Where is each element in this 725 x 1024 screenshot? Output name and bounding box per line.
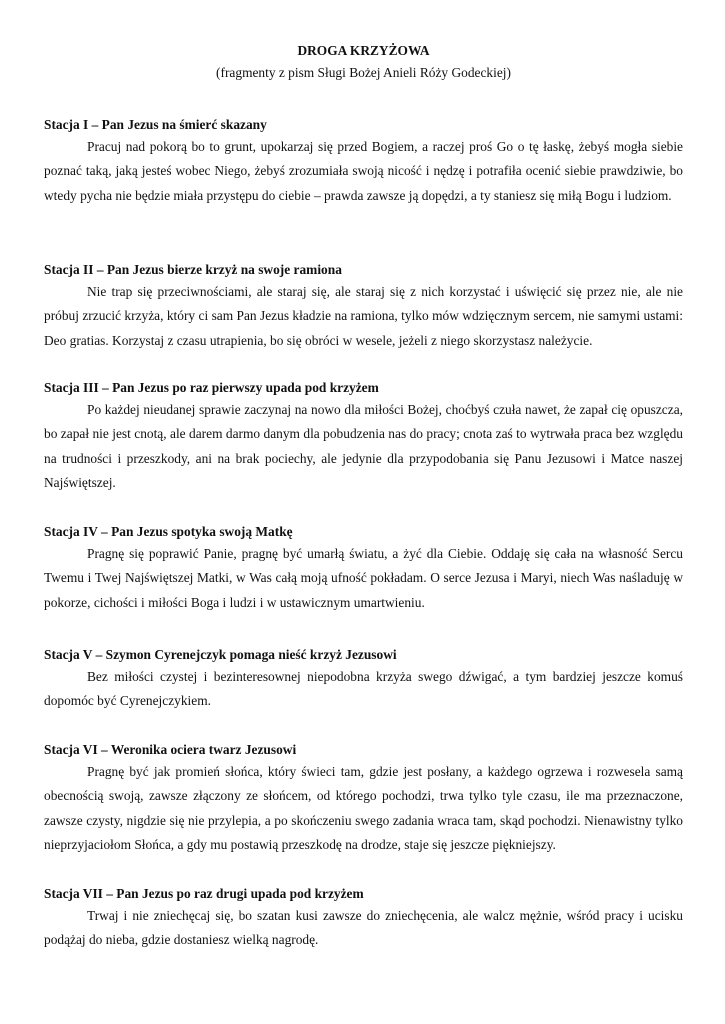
station-6-heading: Stacja VI – Weronika ociera twarz Jezusowi — [44, 742, 297, 757]
document-subtitle: (fragmenty z pism Sługi Bożej Anieli Róży Godeckiej) — [216, 65, 511, 80]
station-1-text: Pracuj nad pokorą bo to grunt, upokarzaj się przed Bogiem, a raczej proś Go o tę łaskę, żebyś mogła siebie poznać taką, jaką jesteś wobec Niego, żebyś zrozumiała swoją nicość i nędzę i potrafiła ocenić siebie prawdziwie, bo wtedy pycha nie będzie miała przystępu do ciebie – prawda zawsze ją dopędzi, a ty staniesz się miłą Bogu i ludziom. — [44, 139, 683, 203]
station-5 — [44, 645, 683, 714]
station-7-text: Trwaj i nie zniechęcaj się, bo szatan kusi zawsze do zniechęcenia, ale walcz mężnie, wśród pracy i ucisku podążaj do nieba, gdzie dostaniesz wielką nagrodę. — [44, 908, 683, 948]
station-3 — [44, 378, 683, 496]
station-4 — [44, 522, 683, 615]
station-7 — [44, 884, 683, 953]
document-title: DROGA KRZYŻOWA — [297, 43, 430, 58]
station-2-heading: Stacja II – Pan Jezus bierze krzyż na swoje ramiona — [44, 262, 342, 277]
station-1 — [44, 115, 683, 208]
station-4-heading: Stacja IV – Pan Jezus spotyka swoją Matkę — [44, 524, 293, 539]
station-2 — [44, 260, 683, 353]
station-5-heading: Stacja V – Szymon Cyrenejczyk pomaga nieść krzyż Jezusowi — [44, 647, 397, 662]
station-4-text: Pragnę się poprawić Panie, pragnę być umarłą światu, a żyć dla Ciebie. Oddaję się cała na własność Sercu Twemu i Twej Najświętszej Matki, w Was całą moją ufność pokładam. O serce Jezusa i Maryi, niech Was naśladuję w pokorze, cichości i miłości Boga i ludzi i w ustawicznym umartwieniu. — [44, 546, 683, 610]
station-2-text: Nie trap się przeciwnościami, ale staraj się, ale staraj się z nich korzystać i uświęcić się przez nie, ale nie próbuj zrzucić krzyża, który ci sam Pan Jezus kładzie na ramiona, tylko mów wdzięcznym sercem, nie samymi ustami: Deo gratias. Korzystaj z czasu utrapienia, bo się obróci w wesele, jeżeli z niego skorzystasz należycie. — [44, 284, 683, 348]
station-3-heading: Stacja III – Pan Jezus po raz pierwszy upada pod krzyżem — [44, 380, 379, 395]
station-7-heading: Stacja VII – Pan Jezus po raz drugi upada pod krzyżem — [44, 886, 364, 901]
station-6 — [44, 740, 683, 858]
station-6-text: Pragnę być jak promień słońca, który świeci tam, gdzie jest posłany, a każdego ogrzewa i rozwesela samą obecnością swoją, zawsze złączony ze słońcem, od którego pochodzi, trwa tylko tyle czasu, ile ma przeznaczone, zawsze czysty, nigdzie się nie przylepia, a po skończeniu swego zadania wraca tam, skąd pochodzi. Nienawistny tylko nieprzyjaciołom Słońca, a gdy mu postawią przeszkodę na drodze, staje się jeszcze piękniejszy. — [44, 764, 683, 853]
station-5-text: Bez miłości czystej i bezinteresownej niepodobna krzyża swego dźwigać, a tym bardziej jeszcze komuś dopomóc być Cyrenejczykiem. — [44, 669, 683, 709]
station-3-text: Po każdej nieudanej sprawie zaczynaj na nowo dla miłości Bożej, choćbyś czuła nawet, że zapał cię opuszcza, bo zapał nie jest cnotą, ale darem darmo danym dla pobudzenia nas do pracy; cnota zaś to wytrwała praca bez względu na trudności i przeszkody, ani na brak pociechy, ale jedynie dla przypodobania się Panu Jezusowi i Matce naszej Najświętszej. — [44, 402, 683, 491]
station-1-heading: Stacja I – Pan Jezus na śmierć skazany — [44, 117, 267, 132]
